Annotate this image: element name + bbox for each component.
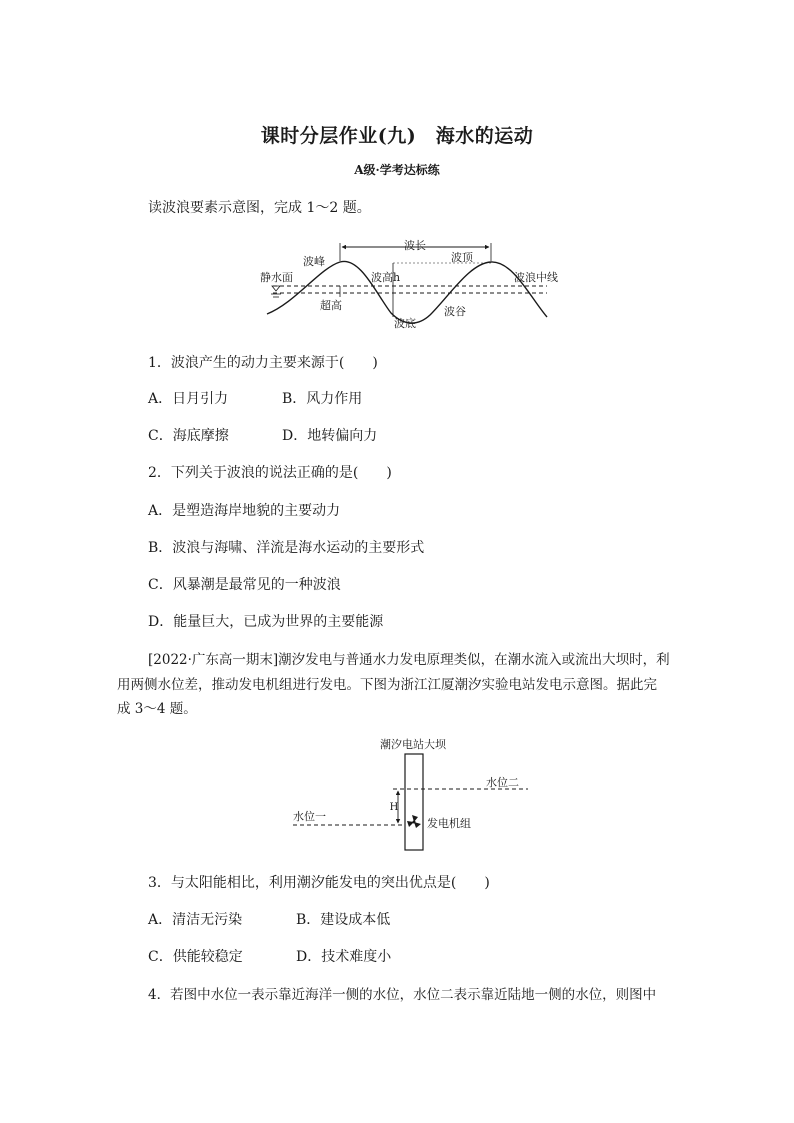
label-head: H (389, 802, 399, 813)
question-1-option-d: D．地转偏向力 (282, 428, 378, 444)
intro-2-line-2: 用两侧水位差，推动发电机组进行发电。下图为浙江江厦潮汐实验电站发电示意图。据此完 (117, 677, 657, 693)
intro-2-line-3: 成 3～4 题。 (117, 701, 197, 717)
question-3-stem: 3．与太阳能相比，利用潮汐能发电的突出优点是( ) (148, 875, 490, 891)
question-2-option-b: B．波浪与海啸、洋流是海水运动的主要形式 (148, 540, 425, 556)
wave-diagram (255, 235, 575, 335)
label-surplus: 超高 (320, 299, 342, 312)
question-1-option-a: A．日月引力 (148, 391, 229, 407)
question-3-option-a: A．清洁无污染 (148, 912, 243, 928)
question-2-option-a: A．是塑造海岸地貌的主要动力 (148, 503, 341, 519)
label-midline: 波浪中线 (514, 271, 558, 284)
label-trough-bottom: 波底 (394, 317, 416, 330)
label-water-level-2: 水位二 (486, 776, 519, 789)
label-crest: 波峰 (303, 255, 325, 268)
question-1-option-c: C．海底摩擦 (148, 428, 229, 444)
question-3-option-b: B．建设成本低 (296, 912, 391, 928)
question-2-option-c: C．风暴潮是最常见的一种波浪 (148, 577, 341, 593)
label-generator: 发电机组 (427, 817, 471, 830)
page-title: 课时分层作业(九) 海水的运动 (260, 125, 534, 147)
question-2-stem: 2．下列关于波浪的说法正确的是( ) (148, 465, 392, 481)
label-top: 波顶 (451, 251, 473, 264)
label-trough: 波谷 (444, 305, 466, 318)
dam (405, 754, 423, 850)
tide-power-diagram (285, 732, 535, 854)
intro-1: 读波浪要素示意图，完成 1～2 题。 (148, 200, 371, 216)
label-wave-height: 波高h (371, 271, 401, 284)
wave-curve (267, 261, 547, 323)
label-water-level-1: 水位一 (293, 810, 326, 823)
question-1-stem: 1．波浪产生的动力主要来源于( ) (148, 355, 378, 371)
question-1-option-b: B．风力作用 (282, 391, 363, 407)
water-level-symbol (272, 286, 280, 291)
label-dam: 潮汐电站大坝 (380, 738, 446, 751)
question-4-stem: 4．若图中水位一表示靠近海洋一侧的水位，水位二表示靠近陆地一侧的水位，则图中 (148, 987, 657, 1003)
question-2-option-d: D．能量巨大，已成为世界的主要能源 (148, 614, 384, 630)
intro-2-line-1: [2022·广东高一期末]潮汐发电与普通水力发电原理类似，在潮水流入或流出大坝时，利 (148, 652, 670, 668)
label-still-water: 静水面 (260, 271, 293, 284)
label-wavelength: 波长 (404, 239, 426, 252)
question-3-option-c: C．供能较稳定 (148, 949, 243, 965)
section-subtitle: A级·学考达标练 (354, 163, 440, 177)
question-3-option-d: D．技术难度小 (296, 949, 392, 965)
